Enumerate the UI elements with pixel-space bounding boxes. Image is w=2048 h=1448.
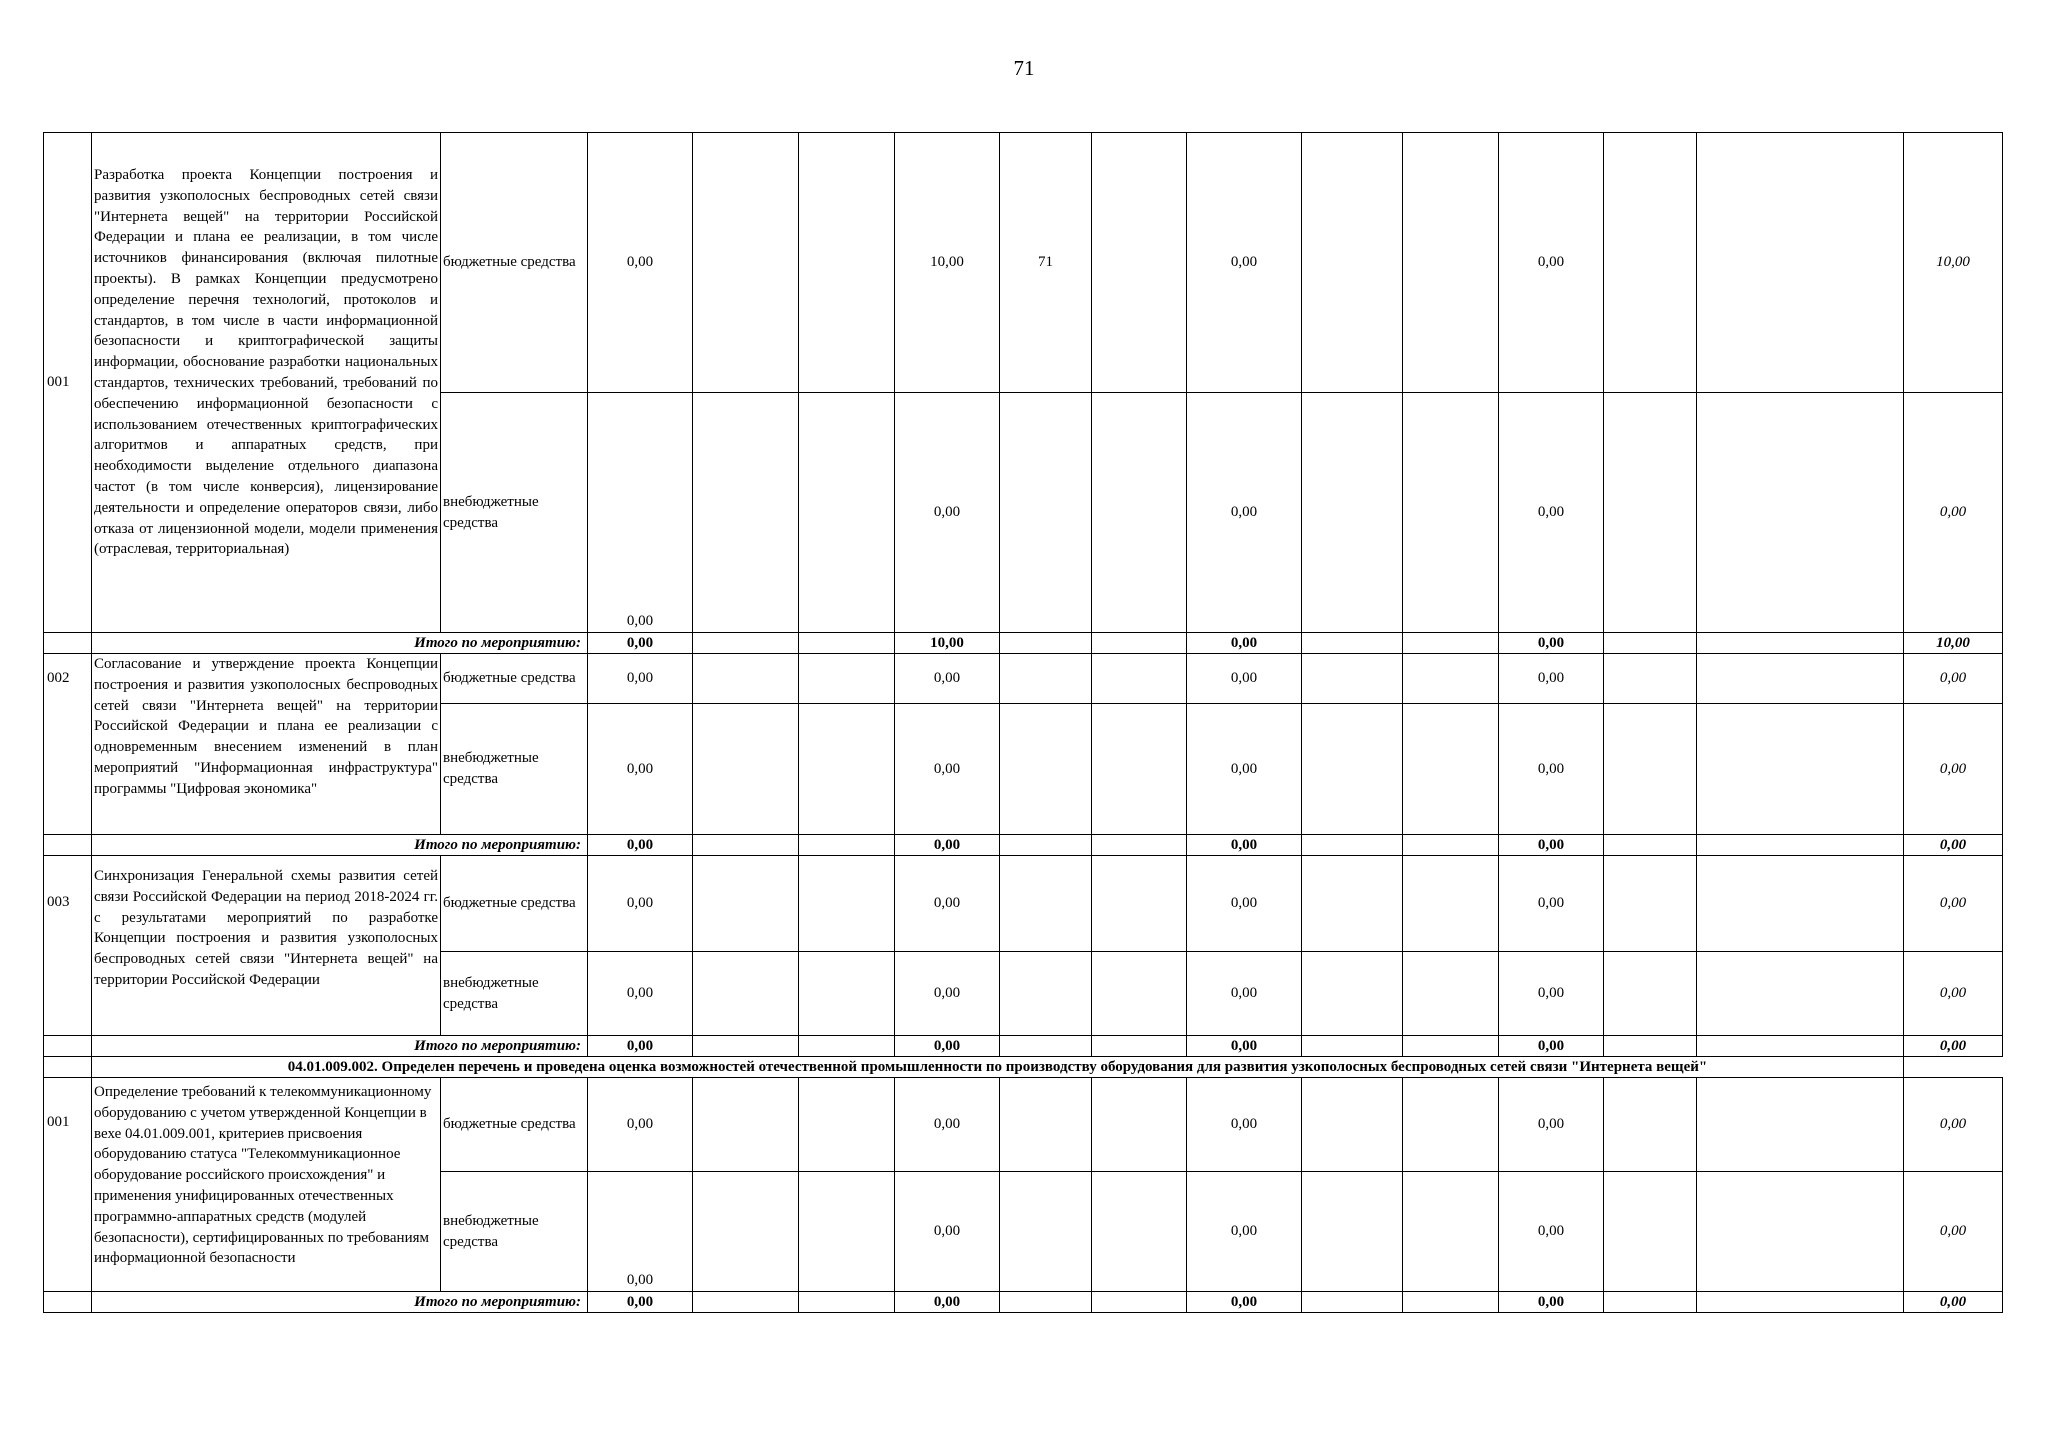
- value-cell: 0,00: [1499, 393, 1604, 633]
- empty-cell: [1604, 654, 1697, 704]
- value-cell: 0,00: [1499, 856, 1604, 952]
- empty-cell: [1000, 1172, 1092, 1292]
- total-value-cell: 0,00: [1904, 952, 2003, 1036]
- empty-cell: [1697, 133, 1904, 393]
- empty-cell: [1302, 704, 1403, 835]
- total-cell: 10,00: [1904, 633, 2003, 654]
- empty-cell: [1092, 1036, 1187, 1057]
- value-cell: 0,00: [1499, 952, 1604, 1036]
- empty-cell: [799, 1036, 895, 1057]
- empty-cell: [44, 835, 92, 856]
- funding-source: бюджетные средства: [441, 133, 588, 393]
- value-cell: 10,00: [895, 133, 1000, 393]
- empty-cell: [693, 1292, 799, 1313]
- empty-cell: [1697, 704, 1904, 835]
- total-cell: 0,00: [1904, 1036, 2003, 1057]
- empty-cell: [44, 1036, 92, 1057]
- total-cell: 0,00: [588, 1036, 693, 1057]
- empty-cell: [1697, 654, 1904, 704]
- empty-cell: [1403, 393, 1499, 633]
- empty-cell: [1092, 393, 1187, 633]
- total-cell: 0,00: [895, 835, 1000, 856]
- total-cell: 10,00: [895, 633, 1000, 654]
- table-row: [44, 856, 2003, 952]
- empty-cell: [1697, 1078, 1904, 1172]
- empty-cell: [1697, 1036, 1904, 1057]
- value-cell: 71: [1000, 133, 1092, 393]
- empty-cell: [1302, 1172, 1403, 1292]
- section-title: 04.01.009.002. Определен перечень и проведена оценка возможностей отечественной промышленности по производству оборудования для развития узкополосных беспроводных сетей связи "Интернета вещей": [92, 1057, 1904, 1078]
- value-cell: 0,00: [1499, 704, 1604, 835]
- empty-cell: [799, 952, 895, 1036]
- empty-cell: [1092, 704, 1187, 835]
- section-row: [44, 1057, 2003, 1078]
- empty-cell: [799, 704, 895, 835]
- empty-cell: [1403, 856, 1499, 952]
- total-cell: 0,00: [1187, 835, 1302, 856]
- table-row: [44, 1078, 2003, 1172]
- empty-cell: [1000, 704, 1092, 835]
- total-row: [44, 1292, 2003, 1313]
- total-cell: 0,00: [1904, 835, 2003, 856]
- empty-cell: [1302, 1078, 1403, 1172]
- value-cell: 0,00: [1499, 133, 1604, 393]
- empty-cell: [1697, 393, 1904, 633]
- empty-cell: [1302, 835, 1403, 856]
- empty-cell: [44, 1057, 92, 1078]
- empty-cell: [1403, 835, 1499, 856]
- empty-cell: [1000, 856, 1092, 952]
- total-value-cell: 10,00: [1904, 133, 2003, 393]
- empty-cell: [1697, 1292, 1904, 1313]
- row-description: Синхронизация Генеральной схемы развития сетей связи Российской Федерации на период 2018-2024 гг. с результатами мероприятий по разработке Концепции построения и развития узкополосных беспроводных сетей связи "Интернета вещей" на территории Российской Федерации: [92, 856, 441, 1036]
- empty-cell: [693, 1036, 799, 1057]
- empty-cell: [1403, 1036, 1499, 1057]
- empty-cell: [1697, 633, 1904, 654]
- empty-cell: [799, 633, 895, 654]
- funding-source: бюджетные средства: [441, 856, 588, 952]
- empty-cell: [693, 1078, 799, 1172]
- value-cell: 0,00: [1187, 952, 1302, 1036]
- empty-cell: [1302, 393, 1403, 633]
- value-cell: 0,00: [1499, 1172, 1604, 1292]
- value-cell: 0,00: [588, 1078, 693, 1172]
- total-cell: 0,00: [1499, 1292, 1604, 1313]
- empty-cell: [1000, 952, 1092, 1036]
- row-description: Определение требований к телекоммуникационному оборудованию с учетом утвержденной Концепции в вехе 04.01.009.001, критериев присвоения оборудованию статуса "Телекоммуникационное оборудование российского происхождения" и применения унифицированных отечественных программно-аппаратных средств (модулей безопасности), сертифицированных по требованиям информационной безопасности: [92, 1078, 441, 1292]
- empty-cell: [1403, 952, 1499, 1036]
- total-label: Итого по мероприятию:: [92, 835, 588, 856]
- empty-cell: [1092, 633, 1187, 654]
- value-cell: 0,00: [895, 1078, 1000, 1172]
- empty-cell: [1604, 1292, 1697, 1313]
- empty-cell: [1604, 393, 1697, 633]
- empty-cell: [1302, 133, 1403, 393]
- total-cell: 0,00: [588, 1292, 693, 1313]
- empty-cell: [1403, 654, 1499, 704]
- empty-cell: [1604, 633, 1697, 654]
- value-cell: 0,00: [1499, 1078, 1604, 1172]
- total-cell: 0,00: [1499, 1036, 1604, 1057]
- table-row: [44, 133, 2003, 393]
- funding-source: внебюджетные средства: [441, 952, 588, 1036]
- value-cell: 0,00: [1499, 654, 1604, 704]
- empty-cell: [1697, 856, 1904, 952]
- empty-cell: [1302, 1292, 1403, 1313]
- empty-cell: [1403, 133, 1499, 393]
- funding-source: внебюджетные средства: [441, 1172, 588, 1292]
- empty-cell: [1000, 1292, 1092, 1313]
- empty-cell: [1403, 1292, 1499, 1313]
- total-label: Итого по мероприятию:: [92, 1036, 588, 1057]
- empty-cell: [693, 633, 799, 654]
- row-code: 003: [44, 856, 92, 1036]
- row-code: 001: [44, 1078, 92, 1292]
- total-value-cell: 0,00: [1904, 704, 2003, 835]
- total-cell: 0,00: [1187, 633, 1302, 654]
- empty-cell: [1092, 952, 1187, 1036]
- empty-cell: [1403, 704, 1499, 835]
- empty-cell: [1000, 654, 1092, 704]
- value-cell: 0,00: [588, 704, 693, 835]
- empty-cell: [44, 1292, 92, 1313]
- funding-table: [43, 132, 2003, 1313]
- empty-cell: [693, 654, 799, 704]
- funding-source: внебюджетные средства: [441, 393, 588, 633]
- value-cell: 0,00: [895, 952, 1000, 1036]
- empty-cell: [1604, 704, 1697, 835]
- total-label: Итого по мероприятию:: [92, 633, 588, 654]
- funding-source: бюджетные средства: [441, 1078, 588, 1172]
- empty-cell: [1000, 633, 1092, 654]
- empty-cell: [1000, 393, 1092, 633]
- value-cell: 0,00: [895, 704, 1000, 835]
- total-cell: 0,00: [1499, 835, 1604, 856]
- empty-cell: [799, 1172, 895, 1292]
- empty-cell: [1604, 1172, 1697, 1292]
- empty-cell: [1302, 952, 1403, 1036]
- value-cell: 0,00: [1187, 133, 1302, 393]
- row-description: Согласование и утверждение проекта Концепции построения и развития узкополосных беспроводных сетей связи "Интернета вещей" на территории Российской Федерации и плана ее реализации с одновременным внесением изменений в план мероприятий "Информационная инфраструктура" программы "Цифровая экономика": [92, 654, 441, 835]
- empty-cell: [1604, 1036, 1697, 1057]
- total-cell: 0,00: [588, 835, 693, 856]
- total-value-cell: 0,00: [1904, 856, 2003, 952]
- total-row: [44, 835, 2003, 856]
- value-cell: 0,00: [1187, 654, 1302, 704]
- value-cell: 0,00: [588, 133, 693, 393]
- empty-cell: [1403, 1172, 1499, 1292]
- total-cell: 0,00: [895, 1292, 1000, 1313]
- empty-cell: [693, 704, 799, 835]
- empty-cell: [1302, 856, 1403, 952]
- empty-cell: [1302, 633, 1403, 654]
- empty-cell: [1092, 133, 1187, 393]
- total-cell: 0,00: [1187, 1036, 1302, 1057]
- funding-source: внебюджетные средства: [441, 704, 588, 835]
- table-row: [44, 654, 2003, 704]
- empty-cell: [1092, 856, 1187, 952]
- total-cell: 0,00: [895, 1036, 1000, 1057]
- empty-cell: [1604, 1078, 1697, 1172]
- value-cell: 0,00: [588, 654, 693, 704]
- funding-source: бюджетные средства: [441, 654, 588, 704]
- page-number: 71: [1013, 56, 1035, 80]
- value-cell: 0,00: [895, 856, 1000, 952]
- value-cell: 0,00: [588, 1172, 693, 1292]
- empty-cell: [799, 835, 895, 856]
- value-cell: 0,00: [895, 393, 1000, 633]
- empty-cell: [1092, 1292, 1187, 1313]
- total-row: [44, 633, 2003, 654]
- empty-cell: [799, 1292, 895, 1313]
- empty-cell: [44, 633, 92, 654]
- total-value-cell: 0,00: [1904, 654, 2003, 704]
- empty-cell: [1697, 835, 1904, 856]
- total-value-cell: 0,00: [1904, 1078, 2003, 1172]
- row-description: Разработка проекта Концепции построения и развития узкополосных беспроводных сетей связи "Интернета вещей" на территории Российской Федерации и плана ее реализации, в том числе источников финансирования (включая пилотные проекты). В рамках Концепции предусмотрено определение перечня технологий, протоколов и стандартов, в том числе в части информационной безопасности и криптографической защиты информации, обоснование разработки национальных стандартов, технических требований, требований по обеспечению информационной безопасности с использованием отечественных криптографических алгоритмов и аппаратных средств, при необходимости выделение отдельного диапазона частот (в том числе конверсия), лицензирование деятельности и определение операторов связи, либо отказа от лицензионной модели, модели применения (отраслевая, территориальная): [92, 133, 441, 633]
- empty-cell: [1092, 654, 1187, 704]
- empty-cell: [1697, 1172, 1904, 1292]
- value-cell: 0,00: [588, 856, 693, 952]
- empty-cell: [799, 1078, 895, 1172]
- value-cell: 0,00: [1187, 393, 1302, 633]
- empty-cell: [1604, 133, 1697, 393]
- value-cell: 0,00: [588, 952, 693, 1036]
- empty-cell: [1604, 856, 1697, 952]
- empty-cell: [799, 654, 895, 704]
- empty-cell: [693, 835, 799, 856]
- empty-cell: [1092, 1078, 1187, 1172]
- empty-cell: [693, 952, 799, 1036]
- empty-cell: [1604, 835, 1697, 856]
- row-code: 002: [44, 654, 92, 835]
- empty-cell: [799, 393, 895, 633]
- total-cell: 0,00: [1187, 1292, 1302, 1313]
- empty-cell: [1604, 952, 1697, 1036]
- empty-cell: [693, 1172, 799, 1292]
- empty-cell: [1403, 633, 1499, 654]
- value-cell: 0,00: [895, 654, 1000, 704]
- empty-cell: [1697, 952, 1904, 1036]
- value-cell: 0,00: [1187, 1078, 1302, 1172]
- value-cell: 0,00: [588, 393, 693, 633]
- empty-cell: [1000, 835, 1092, 856]
- total-row: [44, 1036, 2003, 1057]
- empty-cell: [799, 856, 895, 952]
- total-cell: 0,00: [588, 633, 693, 654]
- value-cell: 0,00: [1187, 856, 1302, 952]
- empty-cell: [693, 133, 799, 393]
- total-cell: 0,00: [1904, 1292, 2003, 1313]
- empty-cell: [693, 856, 799, 952]
- total-cell: 0,00: [1499, 633, 1604, 654]
- value-cell: 0,00: [1187, 704, 1302, 835]
- empty-cell: [693, 393, 799, 633]
- value-cell: 0,00: [895, 1172, 1000, 1292]
- empty-cell: [1092, 1172, 1187, 1292]
- empty-cell: [1302, 1036, 1403, 1057]
- value-cell: 0,00: [1187, 1172, 1302, 1292]
- total-label: Итого по мероприятию:: [92, 1292, 588, 1313]
- empty-cell: [1302, 654, 1403, 704]
- empty-cell: [1000, 1036, 1092, 1057]
- empty-cell: [1092, 835, 1187, 856]
- row-code: 001: [44, 133, 92, 633]
- total-value-cell: 0,00: [1904, 1172, 2003, 1292]
- empty-cell: [799, 133, 895, 393]
- empty-cell: [1403, 1078, 1499, 1172]
- total-value-cell: 0,00: [1904, 393, 2003, 633]
- empty-cell: [1000, 1078, 1092, 1172]
